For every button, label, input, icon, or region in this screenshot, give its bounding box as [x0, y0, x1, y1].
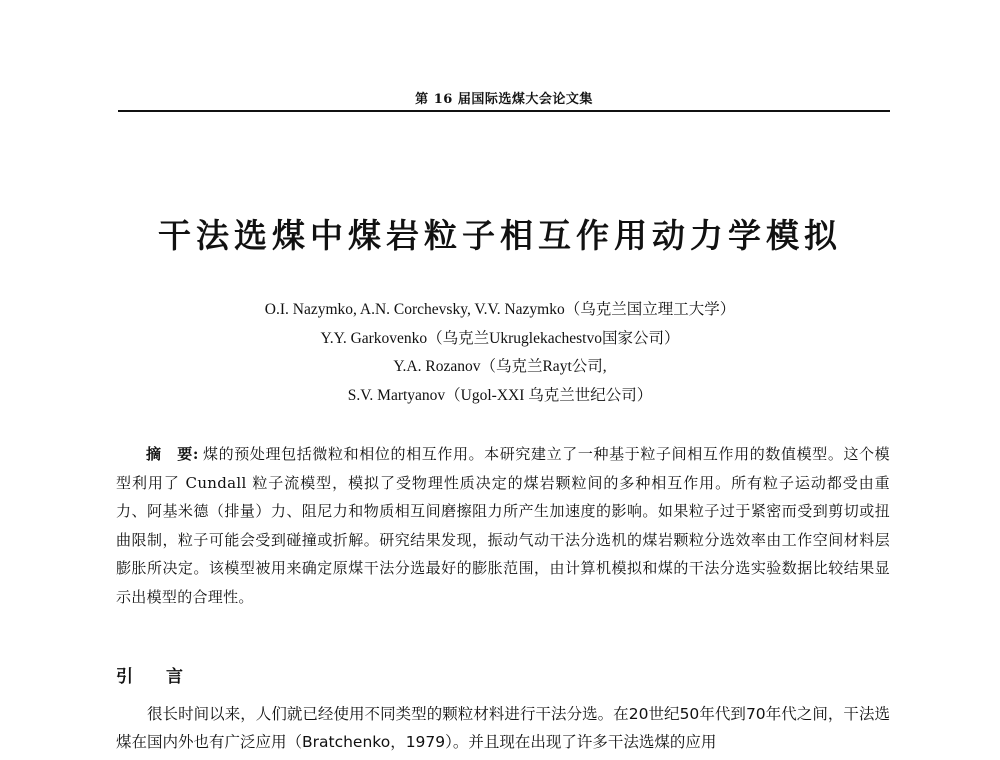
- author-line: S.V. Martyanov（Ugol-XXI 乌克兰世纪公司）: [347, 386, 653, 404]
- running-header: 第 16 届国际选煤大会论文集: [415, 92, 593, 107]
- introduction-paragraph: 很长时间以来，人们就已经使用不同类型的颗粒材料进行干法分选。在20世纪50年代到70年代之间，干法选煤在国内外也有广泛应用（Bratchenko，1979）。并且现在出现了许多干法选煤的应用: [116, 705, 890, 751]
- abstract-text: 煤的预处理包括微粒和相位的相互作用。本研究建立了一种基于粒子间相互作用的数值模型。这个模型利用了 Cundall 粒子流模型，模拟了受物理性质决定的煤岩颗粒间的多种相互作用。所有粒子运动都受由重力、阿基米德（排量）力、阻尼力和物质相互间磨擦阻力所产生加速度的影响。如果粒子过于紧密而受到剪切或扭曲限制，粒子可能会受到碰撞或折解。研究结果发现，振动气动干法分选机的煤岩颗粒分选效率由工作空间材料层膨胀所决定。该模型被用来确定原煤干法分选最好的膨胀范围，由计算机模拟和煤的干法分选实验数据比较结果显示出模型的合理性。: [116, 445, 890, 606]
- section-heading-introduction: 引 言: [116, 667, 191, 687]
- author-line: Y.Y. Garkovenko（乌克兰Ukruglekachestvo国家公司）: [320, 329, 680, 347]
- abstract: [116, 440, 890, 611]
- author-line: Y.A. Rozanov（乌克兰Rayt公司,: [393, 358, 607, 375]
- abstract-label: 摘 要:: [146, 445, 199, 463]
- header-rule: [118, 110, 890, 112]
- author-line: O.I. Nazymko, A.N. Corchevsky, V.V. Nazymko（乌克兰国立理工大学）: [264, 301, 736, 318]
- paper-title: 干法选煤中煤岩粒子相互作用动力学模拟: [158, 216, 842, 255]
- author-block: [100, 296, 900, 410]
